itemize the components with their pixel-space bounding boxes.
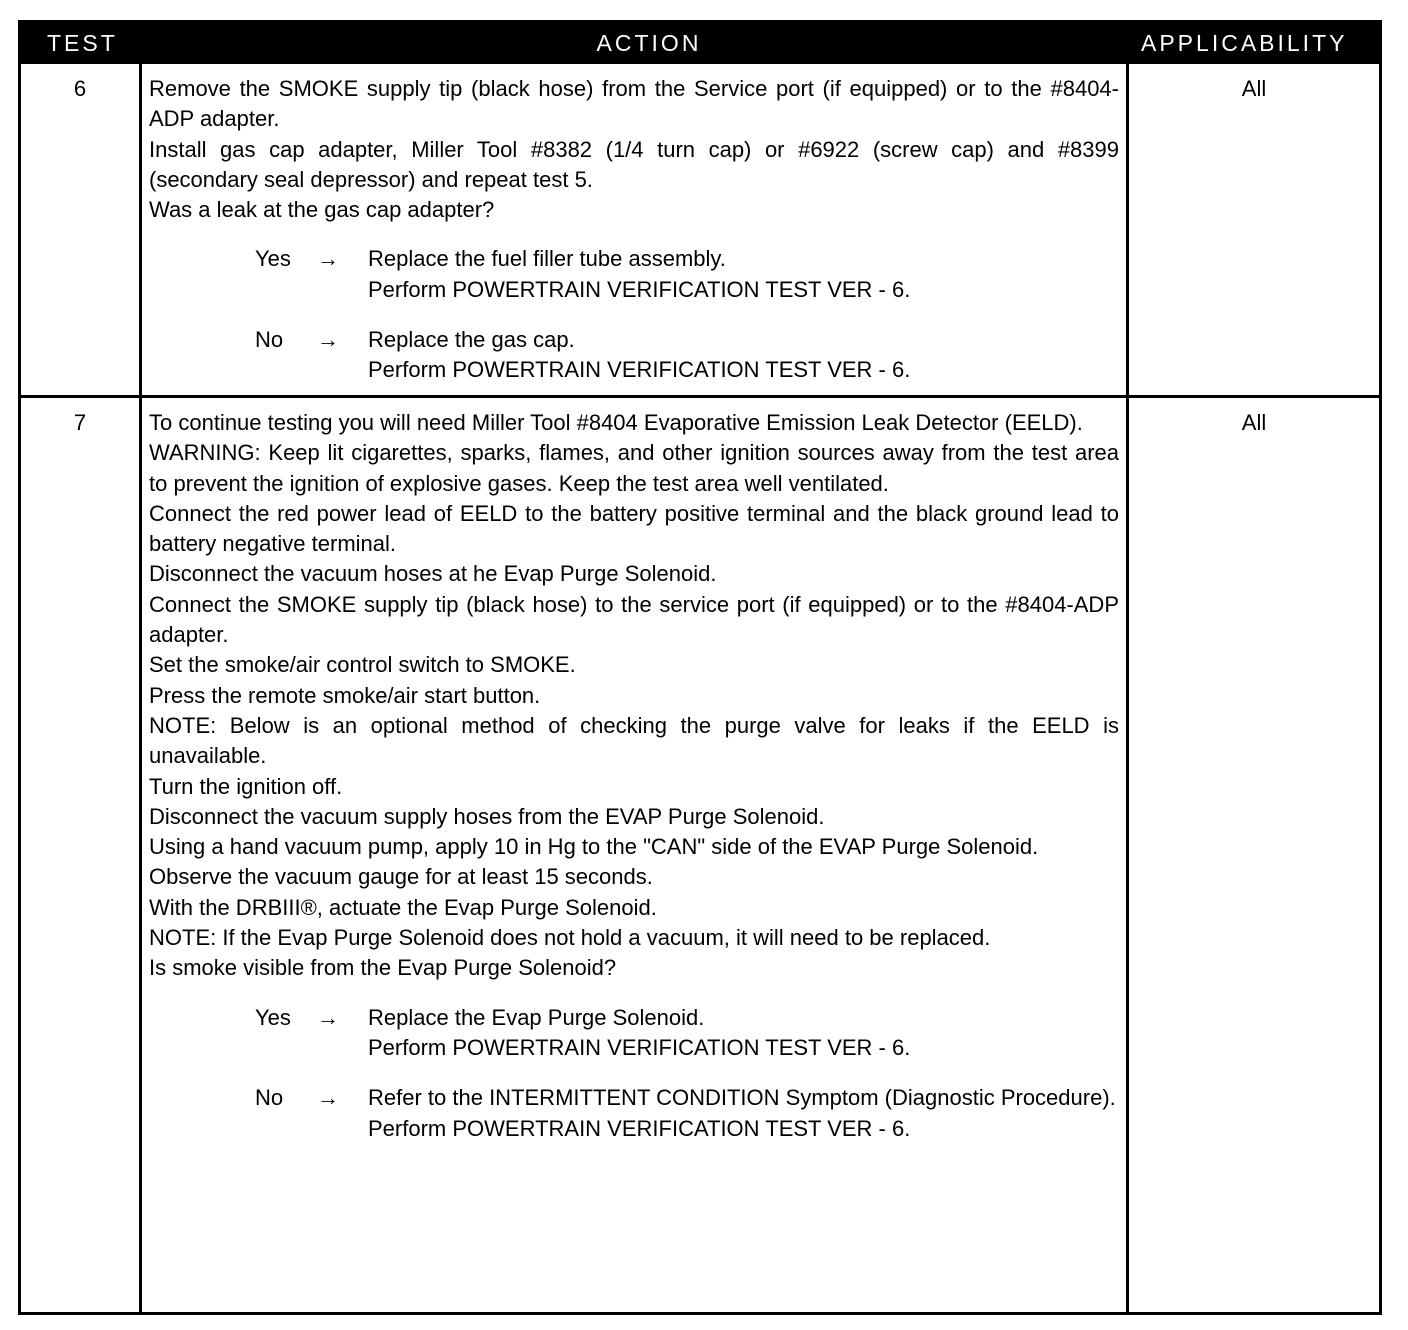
answer-line: Replace the Evap Purge Solenoid. [368, 1004, 705, 1030]
action-line: With the DRBIII®, actuate the Evap Purge Solenoid. [149, 894, 657, 920]
header-applicability: APPLICABILITY [1141, 30, 1348, 56]
answer-line: Perform POWERTRAIN VERIFICATION TEST VER - 6. [368, 1034, 911, 1060]
no-answer [149, 325, 1119, 386]
table-row [21, 398, 1379, 1315]
action-line: Turn the ignition off. [149, 773, 343, 799]
arrow-icon: → [317, 1085, 339, 1111]
action-line: NOTE: Below is an optional method of checking the purge valve for leaks if the EELD is unavailable. [149, 712, 1119, 769]
arrow-icon: → [317, 1004, 339, 1030]
applicability-cell: All [1241, 76, 1267, 101]
action-line: Disconnect the vacuum hoses at he Evap Purge Solenoid. [149, 561, 717, 587]
answer-line: Perform POWERTRAIN VERIFICATION TEST VER - 6. [368, 276, 911, 302]
answer-line: Perform POWERTRAIN VERIFICATION TEST VER - 6. [368, 1115, 911, 1141]
yes-label: Yes [255, 246, 291, 272]
answer-line: Replace the fuel filler tube assembly. [368, 246, 726, 272]
diagnostic-table [18, 20, 1382, 1315]
answers [149, 1003, 1119, 1144]
action-line: Observe the vacuum gauge for at least 15 seconds. [149, 864, 653, 890]
action-line: Disconnect the vacuum supply hoses from the EVAP Purge Solenoid. [149, 803, 825, 829]
action-line: Press the remote smoke/air start button. [149, 682, 541, 708]
yes-answer [149, 244, 1119, 305]
header-test: TEST [47, 30, 118, 56]
table-row [21, 64, 1379, 395]
no-label: No [255, 327, 284, 353]
yes-answer [149, 1003, 1119, 1064]
answers [149, 244, 1119, 385]
arrow-icon: → [317, 327, 339, 353]
test-number: 6 [73, 76, 87, 101]
action-line: Is smoke visible from the Evap Purge Solenoid? [149, 955, 617, 981]
answer-line: Perform POWERTRAIN VERIFICATION TEST VER - 6. [368, 357, 911, 383]
no-answer [149, 1083, 1119, 1144]
action-line: Set the smoke/air control switch to SMOKE. [149, 652, 576, 678]
action-cell [149, 74, 1119, 406]
table-header [21, 23, 1379, 64]
action-line: Connect the SMOKE supply tip (black hose) to the service port (if equipped) or to the #8404-ADP adapter. [149, 591, 1119, 648]
action-line: NOTE: If the Evap Purge Solenoid does not hold a vacuum, it will need to be replaced. [149, 925, 991, 951]
action-line: Install gas cap adapter, Miller Tool #8382 (1/4 turn cap) or #6922 (screw cap) and #8399 (secondary seal depressor) and repeat test 5. [149, 136, 1119, 192]
action-line: Was a leak at the gas cap adapter? [149, 197, 495, 223]
test-number: 7 [73, 410, 87, 435]
action-line: Using a hand vacuum pump, apply 10 in Hg to the "CAN" side of the EVAP Purge Solenoid. [149, 834, 1039, 860]
action-line: Connect the red power lead of EELD to the battery positive terminal and the black ground lead to battery negative terminal. [149, 500, 1119, 557]
action-line: To continue testing you will need Miller Tool #8404 Evaporative Emission Leak Detector (EELD). [149, 410, 1083, 435]
no-label: No [255, 1085, 284, 1111]
header-action: ACTION [596, 30, 702, 56]
arrow-icon: → [317, 246, 339, 272]
answer-line: Refer to the INTERMITTENT CONDITION Symptom (Diagnostic Procedure). [368, 1085, 1116, 1111]
yes-label: Yes [255, 1004, 291, 1030]
action-line: Remove the SMOKE supply tip (black hose) from the Service port (if equipped) or to the #8404-ADP adapter. [149, 76, 1119, 132]
answer-line: Replace the gas cap. [368, 327, 575, 353]
action-line: WARNING: Keep lit cigarettes, sparks, flames, and other ignition sources away from the test area to prevent the ignition of explosive gases. Keep the test area well ventilated. [149, 440, 1119, 496]
action-cell [149, 408, 1119, 1164]
applicability-cell: All [1241, 410, 1267, 435]
